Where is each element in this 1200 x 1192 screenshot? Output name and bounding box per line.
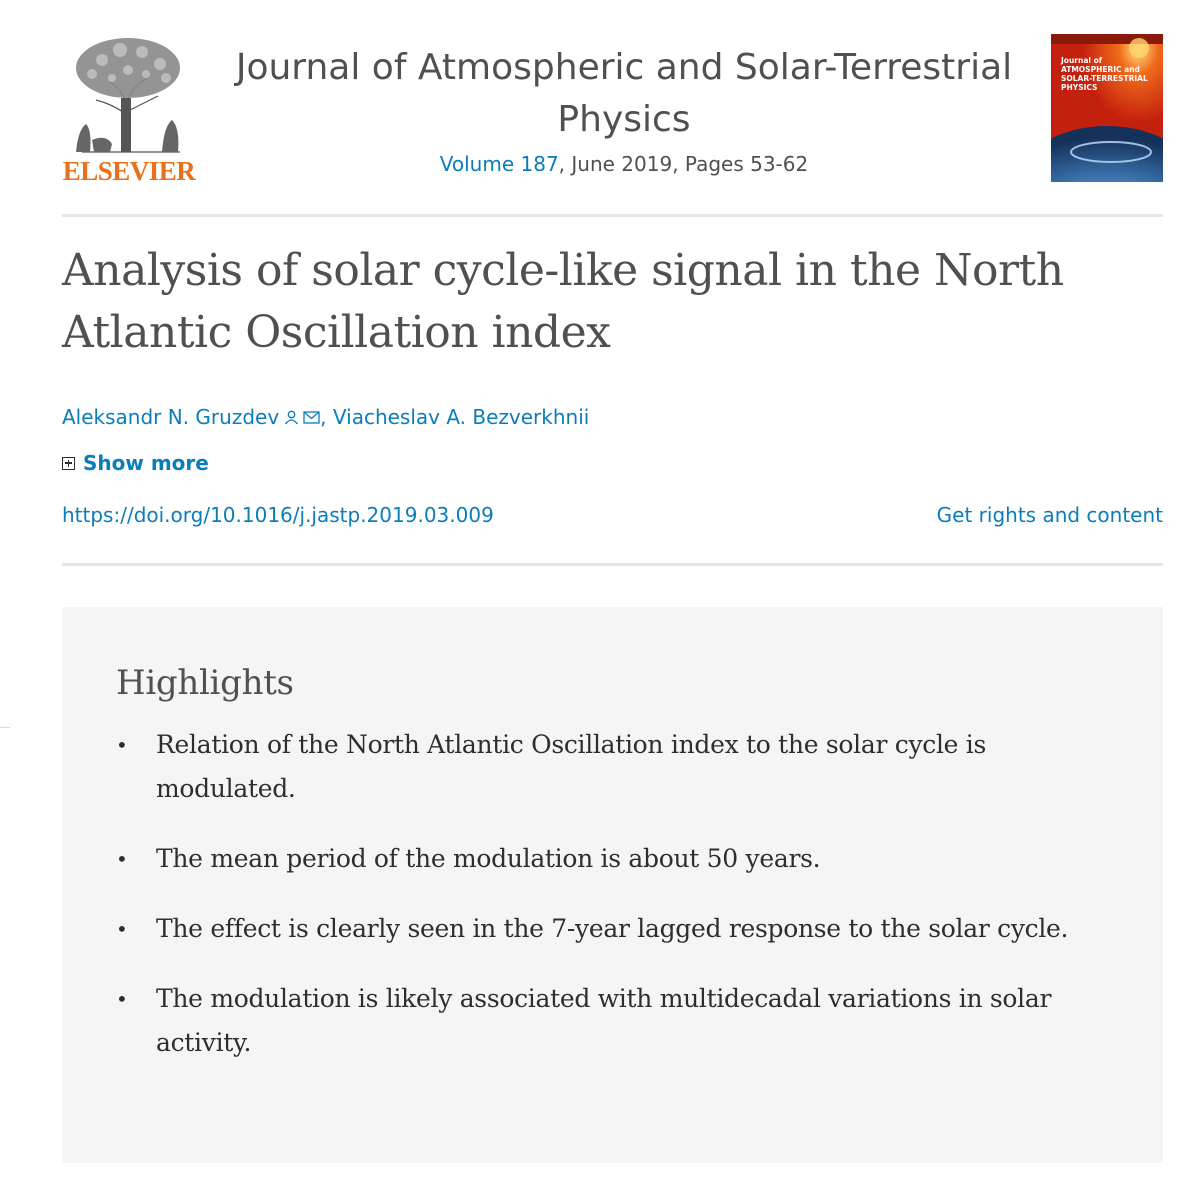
highlight-text: The effect is clearly seen in the 7-year lagged response to the solar cycle. — [156, 914, 1069, 943]
show-more-label: Show more — [83, 451, 209, 475]
article-title: Analysis of solar cycle-like signal in the North Atlantic Oscillation index — [62, 245, 1064, 358]
author-link-2[interactable]: Viacheslav A. Bezverkhnii — [332, 405, 590, 429]
issue-details: , June 2019, Pages 53-62 — [558, 152, 809, 176]
show-more-button[interactable] — [62, 448, 209, 478]
bullet-icon: • — [116, 987, 128, 1011]
highlight-item — [116, 723, 1109, 811]
meta-divider — [62, 563, 1163, 566]
author-link-1[interactable]: Aleksandr N. Gruzdev — [62, 405, 280, 429]
elsevier-logo[interactable] — [62, 34, 196, 186]
elsevier-tree-icon — [62, 34, 196, 154]
volume-link[interactable]: Volume 187 — [439, 152, 559, 176]
side-divider-mark — [0, 727, 10, 728]
publisher-name: ELSEVIER — [62, 156, 196, 186]
bullet-icon: • — [116, 733, 128, 757]
rights-link[interactable]: Get rights and content — [936, 503, 1163, 527]
email-icon[interactable] — [303, 411, 320, 424]
highlights-list — [116, 723, 1109, 1065]
highlight-text: The modulation is likely associated with multidecadal variations in solar activity. — [156, 984, 1052, 1057]
person-icon[interactable] — [284, 410, 299, 425]
cover-title: Journal of ATMOSPHERIC and SOLAR-TERRESTRIAL PHYSICS — [1061, 56, 1148, 92]
journal-title[interactable]: Journal of Atmospheric and Solar-Terrestrial Physics — [235, 47, 1013, 140]
highlight-item — [116, 837, 1109, 881]
author-list — [62, 402, 589, 432]
author-1-icons — [284, 410, 320, 425]
highlight-item — [116, 977, 1109, 1065]
journal-header — [62, 32, 1163, 192]
bullet-icon: • — [116, 847, 128, 871]
journal-info — [232, 42, 1016, 178]
journal-meta — [232, 150, 1016, 178]
highlights-panel — [62, 607, 1163, 1163]
author-separator: , — [320, 405, 333, 429]
highlights-heading: Highlights — [116, 663, 294, 703]
highlight-item — [116, 907, 1109, 951]
header-divider — [62, 214, 1163, 217]
journal-cover-image[interactable] — [1051, 34, 1163, 182]
expand-plus-icon — [62, 457, 75, 470]
highlight-text: Relation of the North Atlantic Oscillation index to the solar cycle is modulated. — [156, 730, 987, 803]
highlight-text: The mean period of the modulation is about 50 years. — [156, 844, 821, 873]
doi-link[interactable]: https://doi.org/10.1016/j.jastp.2019.03.009 — [62, 503, 494, 527]
bullet-icon: • — [116, 917, 128, 941]
